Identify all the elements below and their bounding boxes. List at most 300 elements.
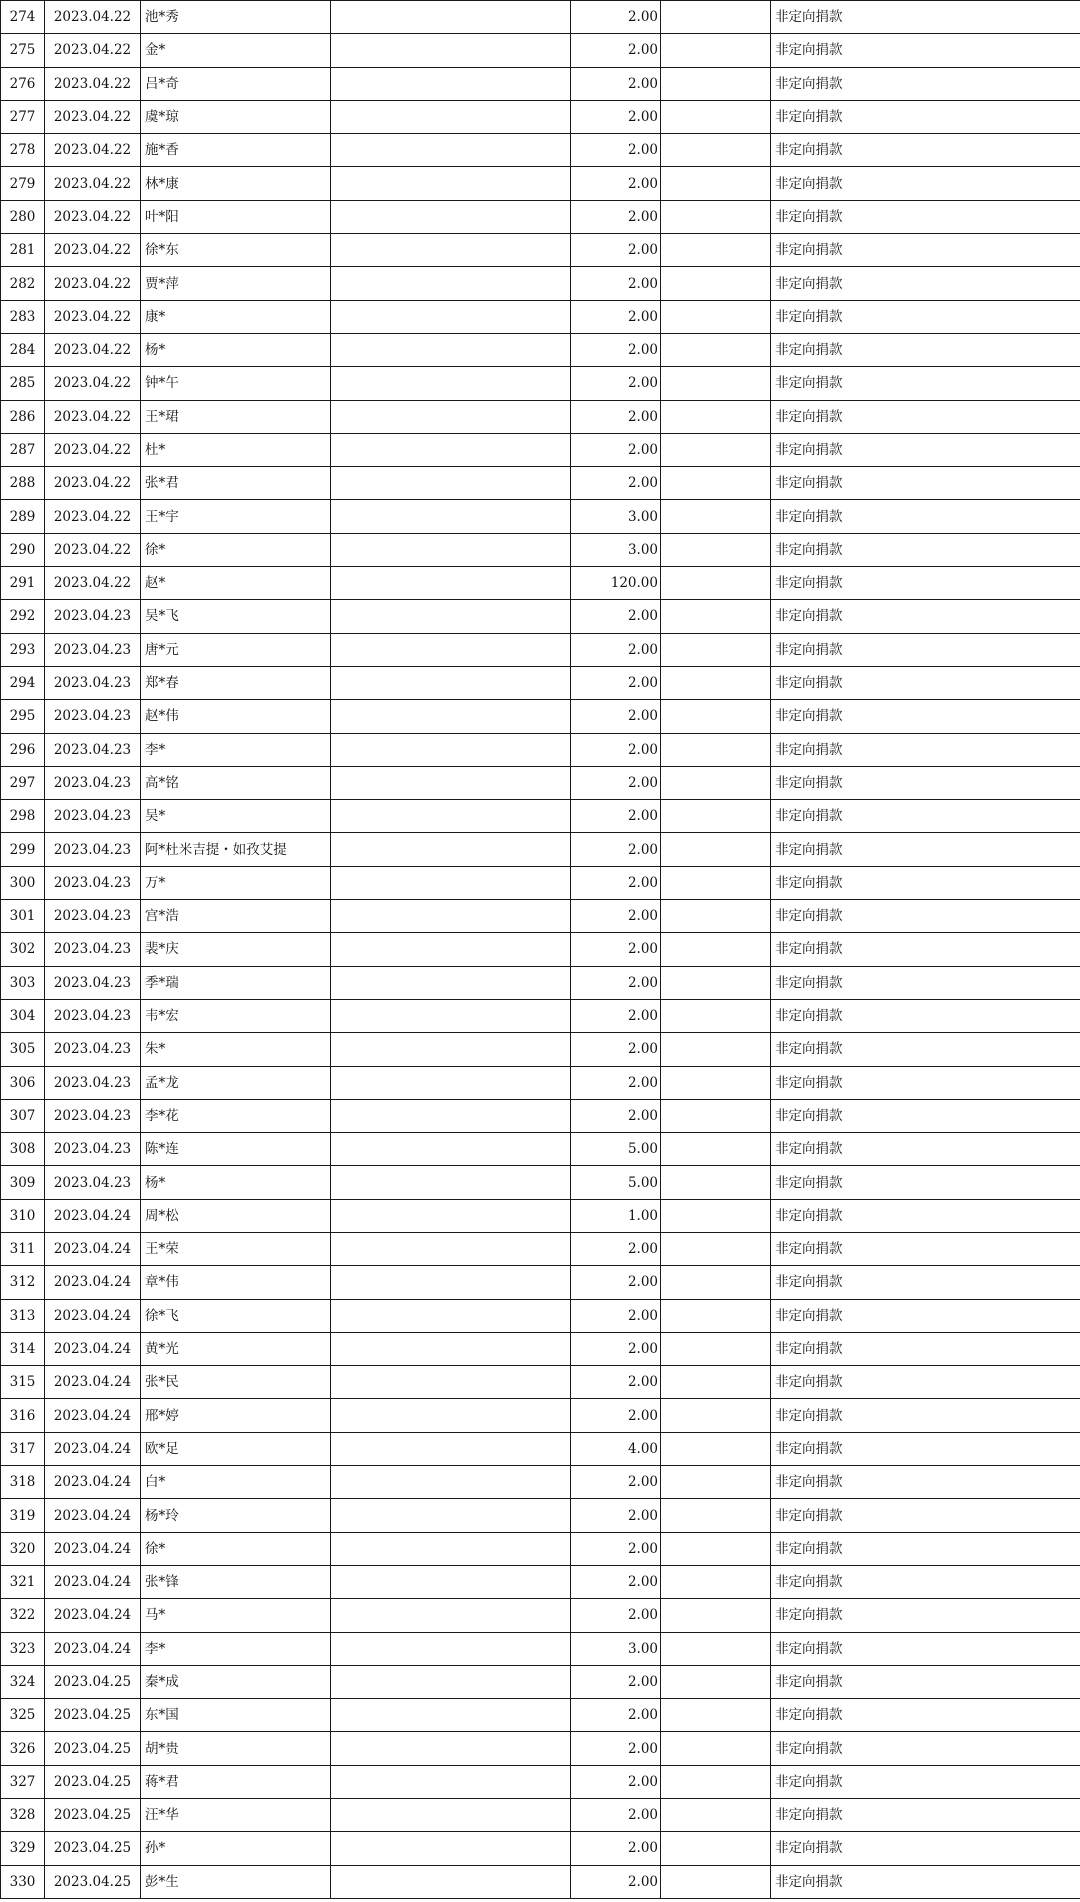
row-number-cell: 280 [1, 200, 45, 233]
donation-type-cell: 非定向捐款 [771, 1699, 1080, 1732]
note-cell [331, 200, 571, 233]
table-row [1, 900, 1080, 933]
amount-cell: 2.00 [571, 34, 661, 67]
row-number-cell: 288 [1, 467, 45, 500]
note-cell [331, 1466, 571, 1499]
donation-type-cell: 非定向捐款 [771, 1266, 1080, 1299]
donor-name-cell: 陈*连 [141, 1133, 331, 1166]
donor-name-cell: 孙* [141, 1832, 331, 1865]
table-row [1, 1865, 1080, 1898]
table-row [1, 833, 1080, 866]
date-cell: 2023.04.25 [45, 1765, 141, 1798]
table-row [1, 1632, 1080, 1665]
donor-name-cell: 欧*足 [141, 1432, 331, 1465]
amount-cell: 2.00 [571, 1799, 661, 1832]
amount-cell: 2.00 [571, 1599, 661, 1632]
row-number-cell: 310 [1, 1199, 45, 1232]
amount-cell: 2.00 [571, 300, 661, 333]
extra-cell [661, 1133, 771, 1166]
row-number-cell: 319 [1, 1499, 45, 1532]
amount-cell: 2.00 [571, 966, 661, 999]
donation-type-cell: 非定向捐款 [771, 1099, 1080, 1132]
donation-type-cell: 非定向捐款 [771, 333, 1080, 366]
table-row [1, 67, 1080, 100]
donation-type-cell: 非定向捐款 [771, 1799, 1080, 1832]
table-row [1, 1033, 1080, 1066]
extra-cell [661, 1865, 771, 1898]
row-number-cell: 279 [1, 167, 45, 200]
extra-cell [661, 1299, 771, 1332]
amount-cell: 2.00 [571, 1299, 661, 1332]
date-cell: 2023.04.22 [45, 500, 141, 533]
amount-cell: 3.00 [571, 533, 661, 566]
row-number-cell: 295 [1, 700, 45, 733]
date-cell: 2023.04.23 [45, 966, 141, 999]
extra-cell [661, 1699, 771, 1732]
donation-type-cell: 非定向捐款 [771, 367, 1080, 400]
note-cell [331, 333, 571, 366]
note-cell [331, 933, 571, 966]
donation-type-cell: 非定向捐款 [771, 1732, 1080, 1765]
date-cell: 2023.04.23 [45, 833, 141, 866]
date-cell: 2023.04.23 [45, 999, 141, 1032]
extra-cell [661, 866, 771, 899]
table-row [1, 666, 1080, 699]
table-row [1, 1399, 1080, 1432]
row-number-cell: 278 [1, 134, 45, 167]
table-row [1, 567, 1080, 600]
table-row [1, 500, 1080, 533]
extra-cell [661, 966, 771, 999]
donation-type-cell: 非定向捐款 [771, 1399, 1080, 1432]
amount-cell: 2.00 [571, 100, 661, 133]
table-row [1, 100, 1080, 133]
donor-name-cell: 张*锋 [141, 1565, 331, 1598]
amount-cell: 2.00 [571, 467, 661, 500]
date-cell: 2023.04.22 [45, 34, 141, 67]
donor-name-cell: 吴*飞 [141, 600, 331, 633]
table-row [1, 267, 1080, 300]
table-row [1, 700, 1080, 733]
extra-cell [661, 267, 771, 300]
date-cell: 2023.04.23 [45, 1066, 141, 1099]
row-number-cell: 290 [1, 533, 45, 566]
donor-name-cell: 吕*奇 [141, 67, 331, 100]
date-cell: 2023.04.24 [45, 1565, 141, 1598]
donation-type-cell: 非定向捐款 [771, 267, 1080, 300]
amount-cell: 2.00 [571, 1266, 661, 1299]
note-cell [331, 666, 571, 699]
note-cell [331, 1199, 571, 1232]
amount-cell: 2.00 [571, 1066, 661, 1099]
amount-cell: 2.00 [571, 1699, 661, 1732]
extra-cell [661, 467, 771, 500]
donation-type-cell: 非定向捐款 [771, 400, 1080, 433]
extra-cell [661, 1232, 771, 1265]
row-number-cell: 328 [1, 1799, 45, 1832]
row-number-cell: 275 [1, 34, 45, 67]
date-cell: 2023.04.22 [45, 67, 141, 100]
table-row [1, 1066, 1080, 1099]
extra-cell [661, 999, 771, 1032]
extra-cell [661, 1399, 771, 1432]
amount-cell: 2.00 [571, 1366, 661, 1399]
note-cell [331, 1166, 571, 1199]
note-cell [331, 567, 571, 600]
donation-type-cell: 非定向捐款 [771, 533, 1080, 566]
amount-cell: 2.00 [571, 1, 661, 34]
donor-name-cell: 康* [141, 300, 331, 333]
row-number-cell: 326 [1, 1732, 45, 1765]
donor-name-cell: 赵* [141, 567, 331, 600]
table-row [1, 1665, 1080, 1698]
donation-type-cell: 非定向捐款 [771, 800, 1080, 833]
row-number-cell: 311 [1, 1232, 45, 1265]
donation-type-cell: 非定向捐款 [771, 1133, 1080, 1166]
note-cell [331, 1366, 571, 1399]
row-number-cell: 308 [1, 1133, 45, 1166]
table-row [1, 1199, 1080, 1232]
date-cell: 2023.04.24 [45, 1432, 141, 1465]
extra-cell [661, 367, 771, 400]
donation-type-cell: 非定向捐款 [771, 1565, 1080, 1598]
donor-name-cell: 蒋*君 [141, 1765, 331, 1798]
note-cell [331, 1599, 571, 1632]
date-cell: 2023.04.22 [45, 400, 141, 433]
note-cell [331, 1832, 571, 1865]
note-cell [331, 1632, 571, 1665]
extra-cell [661, 1565, 771, 1598]
amount-cell: 2.00 [571, 167, 661, 200]
amount-cell: 2.00 [571, 433, 661, 466]
donation-type-cell: 非定向捐款 [771, 1166, 1080, 1199]
row-number-cell: 325 [1, 1699, 45, 1732]
donation-type-cell: 非定向捐款 [771, 134, 1080, 167]
donation-type-cell: 非定向捐款 [771, 1232, 1080, 1265]
donation-type-cell: 非定向捐款 [771, 67, 1080, 100]
donation-type-cell: 非定向捐款 [771, 1432, 1080, 1465]
note-cell [331, 1499, 571, 1532]
table-row [1, 633, 1080, 666]
row-number-cell: 276 [1, 67, 45, 100]
note-cell [331, 1299, 571, 1332]
note-cell [331, 1232, 571, 1265]
amount-cell: 2.00 [571, 1865, 661, 1898]
note-cell [331, 1066, 571, 1099]
note-cell [331, 833, 571, 866]
note-cell [331, 367, 571, 400]
note-cell [331, 500, 571, 533]
date-cell: 2023.04.23 [45, 933, 141, 966]
date-cell: 2023.04.24 [45, 1332, 141, 1365]
note-cell [331, 866, 571, 899]
extra-cell [661, 1832, 771, 1865]
amount-cell: 1.00 [571, 1199, 661, 1232]
donor-name-cell: 东*国 [141, 1699, 331, 1732]
table-row [1, 600, 1080, 633]
row-number-cell: 299 [1, 833, 45, 866]
donation-type-cell: 非定向捐款 [771, 1765, 1080, 1798]
amount-cell: 2.00 [571, 267, 661, 300]
donor-name-cell: 汪*华 [141, 1799, 331, 1832]
row-number-cell: 312 [1, 1266, 45, 1299]
amount-cell: 2.00 [571, 67, 661, 100]
row-number-cell: 274 [1, 1, 45, 34]
amount-cell: 3.00 [571, 500, 661, 533]
amount-cell: 2.00 [571, 900, 661, 933]
note-cell [331, 1565, 571, 1598]
row-number-cell: 307 [1, 1099, 45, 1132]
date-cell: 2023.04.23 [45, 1033, 141, 1066]
amount-cell: 2.00 [571, 1499, 661, 1532]
table-row [1, 1299, 1080, 1332]
donor-name-cell: 徐* [141, 1532, 331, 1565]
date-cell: 2023.04.22 [45, 333, 141, 366]
extra-cell [661, 1599, 771, 1632]
table-row [1, 1099, 1080, 1132]
amount-cell: 2.00 [571, 1765, 661, 1798]
note-cell [331, 433, 571, 466]
note-cell [331, 700, 571, 733]
amount-cell: 2.00 [571, 1399, 661, 1432]
extra-cell [661, 900, 771, 933]
donor-name-cell: 徐* [141, 533, 331, 566]
amount-cell: 2.00 [571, 1466, 661, 1499]
note-cell [331, 1765, 571, 1798]
row-number-cell: 289 [1, 500, 45, 533]
donor-name-cell: 王*荣 [141, 1232, 331, 1265]
amount-cell: 120.00 [571, 567, 661, 600]
date-cell: 2023.04.24 [45, 1232, 141, 1265]
row-number-cell: 296 [1, 733, 45, 766]
donation-type-cell: 非定向捐款 [771, 1033, 1080, 1066]
donation-type-cell: 非定向捐款 [771, 866, 1080, 899]
row-number-cell: 302 [1, 933, 45, 966]
table-row [1, 1366, 1080, 1399]
date-cell: 2023.04.22 [45, 300, 141, 333]
row-number-cell: 329 [1, 1832, 45, 1865]
row-number-cell: 305 [1, 1033, 45, 1066]
donor-name-cell: 林*康 [141, 167, 331, 200]
amount-cell: 2.00 [571, 1565, 661, 1598]
donation-type-cell: 非定向捐款 [771, 1599, 1080, 1632]
amount-cell: 2.00 [571, 1033, 661, 1066]
row-number-cell: 292 [1, 600, 45, 633]
table-row [1, 433, 1080, 466]
note-cell [331, 1532, 571, 1565]
row-number-cell: 291 [1, 567, 45, 600]
note-cell [331, 1799, 571, 1832]
row-number-cell: 306 [1, 1066, 45, 1099]
extra-cell [661, 200, 771, 233]
donor-name-cell: 李* [141, 733, 331, 766]
extra-cell [661, 500, 771, 533]
donor-name-cell: 叶*阳 [141, 200, 331, 233]
donation-type-cell: 非定向捐款 [771, 1665, 1080, 1698]
donation-type-cell: 非定向捐款 [771, 1299, 1080, 1332]
extra-cell [661, 766, 771, 799]
extra-cell [661, 400, 771, 433]
amount-cell: 2.00 [571, 1732, 661, 1765]
donor-name-cell: 黄*光 [141, 1332, 331, 1365]
note-cell [331, 633, 571, 666]
donor-name-cell: 宫*浩 [141, 900, 331, 933]
table-row [1, 200, 1080, 233]
extra-cell [661, 1799, 771, 1832]
extra-cell [661, 1166, 771, 1199]
amount-cell: 5.00 [571, 1166, 661, 1199]
donation-type-cell: 非定向捐款 [771, 1199, 1080, 1232]
table-row [1, 800, 1080, 833]
donor-name-cell: 高*铭 [141, 766, 331, 799]
donor-name-cell: 钟*午 [141, 367, 331, 400]
extra-cell [661, 933, 771, 966]
extra-cell [661, 800, 771, 833]
donation-table-body [1, 1, 1080, 1899]
donor-name-cell: 杨*玲 [141, 1499, 331, 1532]
date-cell: 2023.04.24 [45, 1532, 141, 1565]
date-cell: 2023.04.24 [45, 1299, 141, 1332]
donation-type-cell: 非定向捐款 [771, 234, 1080, 267]
donation-type-cell: 非定向捐款 [771, 200, 1080, 233]
donation-type-cell: 非定向捐款 [771, 1066, 1080, 1099]
row-number-cell: 323 [1, 1632, 45, 1665]
table-row [1, 999, 1080, 1032]
donor-name-cell: 杨* [141, 1166, 331, 1199]
donor-name-cell: 王*珺 [141, 400, 331, 433]
donation-type-cell: 非定向捐款 [771, 1332, 1080, 1365]
donation-type-cell: 非定向捐款 [771, 433, 1080, 466]
date-cell: 2023.04.22 [45, 167, 141, 200]
donor-name-cell: 郑*春 [141, 666, 331, 699]
donation-type-cell: 非定向捐款 [771, 966, 1080, 999]
date-cell: 2023.04.22 [45, 234, 141, 267]
donation-type-cell: 非定向捐款 [771, 600, 1080, 633]
donation-type-cell: 非定向捐款 [771, 300, 1080, 333]
donation-type-cell: 非定向捐款 [771, 700, 1080, 733]
amount-cell: 2.00 [571, 866, 661, 899]
row-number-cell: 315 [1, 1366, 45, 1399]
donation-type-cell: 非定向捐款 [771, 567, 1080, 600]
note-cell [331, 400, 571, 433]
note-cell [331, 1865, 571, 1898]
date-cell: 2023.04.23 [45, 1133, 141, 1166]
extra-cell [661, 700, 771, 733]
note-cell [331, 267, 571, 300]
donor-name-cell: 唐*元 [141, 633, 331, 666]
date-cell: 2023.04.22 [45, 567, 141, 600]
amount-cell: 2.00 [571, 1532, 661, 1565]
date-cell: 2023.04.23 [45, 733, 141, 766]
extra-cell [661, 234, 771, 267]
row-number-cell: 287 [1, 433, 45, 466]
donation-type-cell: 非定向捐款 [771, 1499, 1080, 1532]
row-number-cell: 313 [1, 1299, 45, 1332]
extra-cell [661, 1, 771, 34]
date-cell: 2023.04.23 [45, 666, 141, 699]
amount-cell: 2.00 [571, 933, 661, 966]
amount-cell: 2.00 [571, 1665, 661, 1698]
note-cell [331, 1033, 571, 1066]
table-row [1, 300, 1080, 333]
table-row [1, 1699, 1080, 1732]
date-cell: 2023.04.22 [45, 367, 141, 400]
table-row [1, 866, 1080, 899]
extra-cell [661, 300, 771, 333]
extra-cell [661, 34, 771, 67]
row-number-cell: 297 [1, 766, 45, 799]
donor-name-cell: 彭*生 [141, 1865, 331, 1898]
table-row [1, 234, 1080, 267]
amount-cell: 2.00 [571, 833, 661, 866]
table-row [1, 1532, 1080, 1565]
amount-cell: 2.00 [571, 666, 661, 699]
amount-cell: 2.00 [571, 1099, 661, 1132]
table-row [1, 1, 1080, 34]
note-cell [331, 1432, 571, 1465]
note-cell [331, 1665, 571, 1698]
extra-cell [661, 1432, 771, 1465]
date-cell: 2023.04.23 [45, 1099, 141, 1132]
date-cell: 2023.04.23 [45, 766, 141, 799]
donor-name-cell: 徐*飞 [141, 1299, 331, 1332]
date-cell: 2023.04.23 [45, 633, 141, 666]
note-cell [331, 167, 571, 200]
table-row [1, 1832, 1080, 1865]
row-number-cell: 318 [1, 1466, 45, 1499]
donation-type-cell: 非定向捐款 [771, 167, 1080, 200]
table-row [1, 134, 1080, 167]
date-cell: 2023.04.24 [45, 1199, 141, 1232]
table-row [1, 1799, 1080, 1832]
extra-cell [661, 1266, 771, 1299]
row-number-cell: 321 [1, 1565, 45, 1598]
amount-cell: 2.00 [571, 633, 661, 666]
row-number-cell: 330 [1, 1865, 45, 1898]
row-number-cell: 283 [1, 300, 45, 333]
donation-type-cell: 非定向捐款 [771, 500, 1080, 533]
table-row [1, 1765, 1080, 1798]
table-row [1, 1332, 1080, 1365]
amount-cell: 2.00 [571, 200, 661, 233]
donation-type-cell: 非定向捐款 [771, 933, 1080, 966]
extra-cell [661, 67, 771, 100]
note-cell [331, 1266, 571, 1299]
note-cell [331, 1732, 571, 1765]
table-row [1, 1732, 1080, 1765]
row-number-cell: 317 [1, 1432, 45, 1465]
row-number-cell: 281 [1, 234, 45, 267]
extra-cell [661, 1033, 771, 1066]
extra-cell [661, 1199, 771, 1232]
row-number-cell: 277 [1, 100, 45, 133]
amount-cell: 2.00 [571, 400, 661, 433]
table-row [1, 1499, 1080, 1532]
table-row [1, 1432, 1080, 1465]
note-cell [331, 1, 571, 34]
donor-name-cell: 李* [141, 1632, 331, 1665]
donation-type-cell: 非定向捐款 [771, 34, 1080, 67]
row-number-cell: 284 [1, 333, 45, 366]
date-cell: 2023.04.22 [45, 134, 141, 167]
date-cell: 2023.04.25 [45, 1832, 141, 1865]
donor-name-cell: 韦*宏 [141, 999, 331, 1032]
date-cell: 2023.04.22 [45, 200, 141, 233]
extra-cell [661, 533, 771, 566]
extra-cell [661, 567, 771, 600]
row-number-cell: 303 [1, 966, 45, 999]
donation-type-cell: 非定向捐款 [771, 1532, 1080, 1565]
